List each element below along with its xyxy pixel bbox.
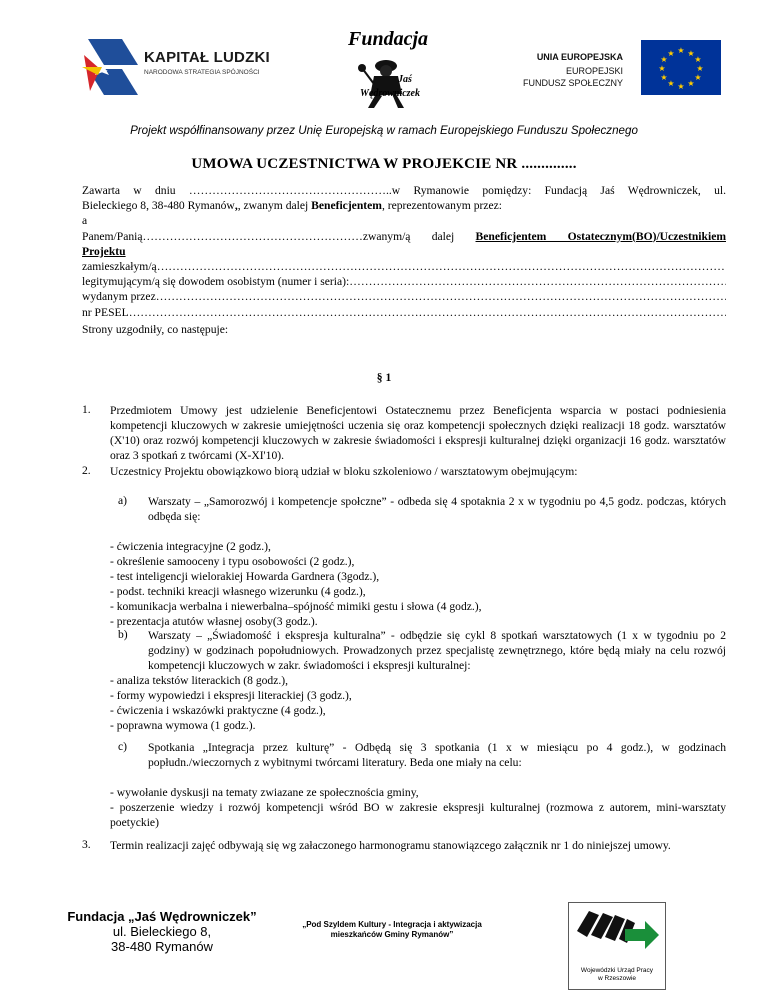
fill-in-dots bbox=[157, 259, 726, 274]
kapital-ludzki-emblem-icon bbox=[82, 35, 140, 97]
fundacja-logo-name-2: Wędrowniczek bbox=[360, 88, 420, 99]
document-title: UMOWA UCZESTNICTWA W PROJEKCIE NR .............. bbox=[191, 156, 577, 172]
pesel-field[interactable] bbox=[82, 305, 726, 320]
list-item: - wywołanie dyskusji na tematy zwiazane ze społecznościa gminy, bbox=[110, 786, 419, 799]
address-field[interactable] bbox=[82, 259, 726, 274]
wup-line-2: w Rzeszowie bbox=[598, 975, 636, 982]
list-item: - poszerzenie wiedzy i rozwój kompetencji wśród BO w zakresie ekspresji kulturalnej (rozmowa z autorem, mini-warsztaty poetyckie) bbox=[110, 801, 726, 829]
item-a-letter: a) bbox=[118, 494, 128, 507]
svg-text:★: ★ bbox=[694, 55, 702, 64]
svg-text:★: ★ bbox=[660, 73, 668, 82]
list-item: - ćwiczenia integracyjne (2 godz.), bbox=[110, 540, 271, 553]
item-c-letter: c) bbox=[118, 740, 128, 753]
list-item: - komunikacja werbalna i niewerbalna–spójność mimiki gestu i słowa (4 godz.), bbox=[110, 600, 482, 613]
footer-project-line-1: „Pod Szyldem Kultury - Integracja i aktywizacja bbox=[302, 920, 482, 929]
list-item: - określenie samooceny i typu osobowości (2 godz.), bbox=[110, 555, 355, 568]
paragraph-3-number: 3. bbox=[82, 838, 91, 851]
intro-line-3: a bbox=[82, 214, 88, 228]
id-card-label: legitymującym/ą się dowodem osobistym (numer i seria): bbox=[82, 275, 350, 289]
svg-text:★: ★ bbox=[694, 73, 702, 82]
list-item: - analiza tekstów literackich (8 godz.), bbox=[110, 674, 289, 687]
wup-emblem-icon bbox=[569, 903, 665, 965]
eu-flag-icon bbox=[641, 40, 721, 95]
svg-text:★: ★ bbox=[687, 79, 695, 88]
parties-agreed: Strony uzgodniły, co następuje: bbox=[82, 323, 229, 336]
beneficiary-label: Beneficjentem bbox=[311, 199, 382, 213]
fundacja-logo-title: Fundacja bbox=[348, 28, 429, 50]
wup-caption bbox=[569, 967, 665, 983]
intro-line-4 bbox=[82, 229, 726, 244]
pesel-label: nr PESEL bbox=[82, 305, 129, 319]
svg-text:★: ★ bbox=[696, 64, 704, 73]
fill-in-dots bbox=[156, 289, 726, 304]
paragraph-1-number: 1. bbox=[82, 403, 91, 416]
fill-in-dots bbox=[129, 305, 726, 320]
fundacja-logo bbox=[330, 28, 440, 110]
list-item: - poprawna wymowa (1 godz.). bbox=[110, 719, 256, 732]
section-heading: § 1 bbox=[376, 371, 392, 384]
svg-text:★: ★ bbox=[677, 46, 685, 55]
svg-text:★: ★ bbox=[677, 82, 685, 91]
paragraph-2-text: Uczestnicy Projektu obowiązkowo biorą udział w bloku szkoleniowo / warsztatowym obejmującym: bbox=[110, 465, 578, 478]
beneficiary-address: Bieleckiego 8, 38-480 Rymanów bbox=[82, 199, 235, 213]
item-b-text: Warszaty – „Świadomość i ekspresja kulturalna” - odbędzie się cykl 8 spotkań warsztatowych (1 x w tygodniu po 2 godziny) w godzinach popołudniowych. Prowadzonych przez specjalistę zewnętrznego, które będą miały na celu rozwój kompetencji kluczowych w zakr. świadomości i ekspresji kulturalnej: bbox=[148, 629, 726, 672]
paragraph-2-number: 2. bbox=[82, 464, 91, 477]
list-item: - prezentacja atutów własnej osoby(3 godz.). bbox=[110, 615, 318, 628]
footer-project bbox=[282, 920, 502, 940]
footer-org-name: Fundacja „Jaś Wędrowniczek” bbox=[67, 909, 257, 924]
item-b-letter: b) bbox=[118, 628, 128, 641]
intro-line-2 bbox=[82, 198, 726, 213]
intro-text: , reprezentowanym przez: bbox=[381, 199, 503, 213]
eu-line-1: UNIA EUROPEJSKA bbox=[536, 52, 623, 62]
address-label: zamieszkałym/ą bbox=[82, 260, 157, 274]
svg-text:★: ★ bbox=[667, 79, 675, 88]
intro-line-5: Projektu bbox=[82, 244, 126, 258]
participant-label: Beneficjentem Ostatecznym(BO)/Uczestnikiem bbox=[475, 229, 726, 243]
paragraph-1-text: Przedmiotem Umowy jest udzielenie Beneficjentowi Ostatecznemu przez Beneficjenta wsparcia w postaci podniesienia kompetencji kluczowych w zakresie umiejętności uczenia się oraz kompetencji społecznych dzięki realizacji 18 godz. warsztatów (X'10) oraz rozwój kompetencji kluczowych w zakresie świadomości i ekspresji kulturalnej dzięki organizacji 16 godz. warsztatów oraz 3 spotkań z twórcami (X-XI'10). bbox=[110, 404, 726, 462]
eu-logo bbox=[520, 40, 725, 108]
id-card-field[interactable] bbox=[82, 274, 726, 289]
intro-line-1: Zawarta w dniu ……………………………………………..w Rymanowie pomiędzy: Fundacją Jaś Wędrowniczek, ul. bbox=[82, 184, 726, 197]
svg-text:★: ★ bbox=[667, 49, 675, 58]
item-a-text: Warszaty – „Samorozwój i kompetencje społczne” - odbeda się 4 spotaknia 2 x w tygodniu po 4,5 godz. podczas, których odbęda się: bbox=[148, 495, 726, 523]
item-a-list bbox=[110, 539, 726, 629]
item-c-text: Spotkania „Integracja przez kulturę” - Odbędą się 3 spotkania (1 x w miesiącu po 4 godz.), w godzinach popłudn./wieczornych z wybitnymi twórcami literatury. Beda one miały na celu: bbox=[148, 741, 726, 769]
footer-org-street: ul. Bieleckiego 8, bbox=[112, 924, 212, 939]
comma: , bbox=[234, 199, 238, 213]
wup-logo bbox=[568, 902, 666, 990]
fundacja-logo-name-1: Jaś bbox=[398, 74, 412, 85]
svg-text:★: ★ bbox=[658, 64, 666, 73]
svg-text:★: ★ bbox=[660, 55, 668, 64]
issued-by-field[interactable] bbox=[82, 289, 726, 304]
paragraph-3-text: Termin realizacji zajęć odbywają się wg załaczonego harmonogramu stanowiązcego załącznik nr 1 do niniejszej umowy. bbox=[110, 839, 671, 852]
wup-line-1: Wojewódzki Urząd Pracy bbox=[580, 967, 654, 974]
intro-text: , zwanym dalej bbox=[237, 199, 312, 213]
item-c-list bbox=[110, 785, 726, 830]
eu-line-2: EUROPEJSKI bbox=[565, 66, 623, 76]
item-b-list bbox=[110, 673, 726, 733]
eu-line-3: FUNDUSZ SPOŁECZNY bbox=[522, 78, 623, 88]
fill-in-dots bbox=[349, 274, 726, 289]
participant-intro: Panem/Panią…………………………………………………zwanym/ą dalej bbox=[82, 229, 476, 243]
svg-text:★: ★ bbox=[687, 49, 695, 58]
kapital-ludzki-subtitle: NARODOWA STRATEGIA SPÓJNOŚCI bbox=[144, 69, 260, 76]
list-item: - formy wypowiedzi i ekspresji literackiej (3 godz.), bbox=[110, 689, 352, 702]
kapital-ludzki-logo bbox=[82, 35, 282, 105]
list-item: - test inteligencji wielorakiej Howarda Gardnera (3godz.), bbox=[110, 570, 380, 583]
list-item: - ćwiczenia i wskazówki praktyczne (4 godz.), bbox=[110, 704, 326, 717]
footer-organization bbox=[62, 909, 262, 954]
issued-by-label: wydanym przez bbox=[82, 290, 156, 304]
footer-org-city: 38-480 Rymanów bbox=[111, 939, 213, 954]
intro-block bbox=[82, 183, 726, 320]
footer-project-line-2: mieszkańców Gminy Rymanów” bbox=[330, 930, 454, 939]
list-item: - podst. techniki kreacji własnego wizerunku (4 godz.), bbox=[110, 585, 366, 598]
cofinancing-caption: Projekt współfinansowany przez Unię Europejską w ramach Europejskiego Funduszu Społecznego bbox=[130, 124, 638, 137]
kapital-ludzki-title: KAPITAŁ LUDZKI bbox=[144, 49, 270, 66]
